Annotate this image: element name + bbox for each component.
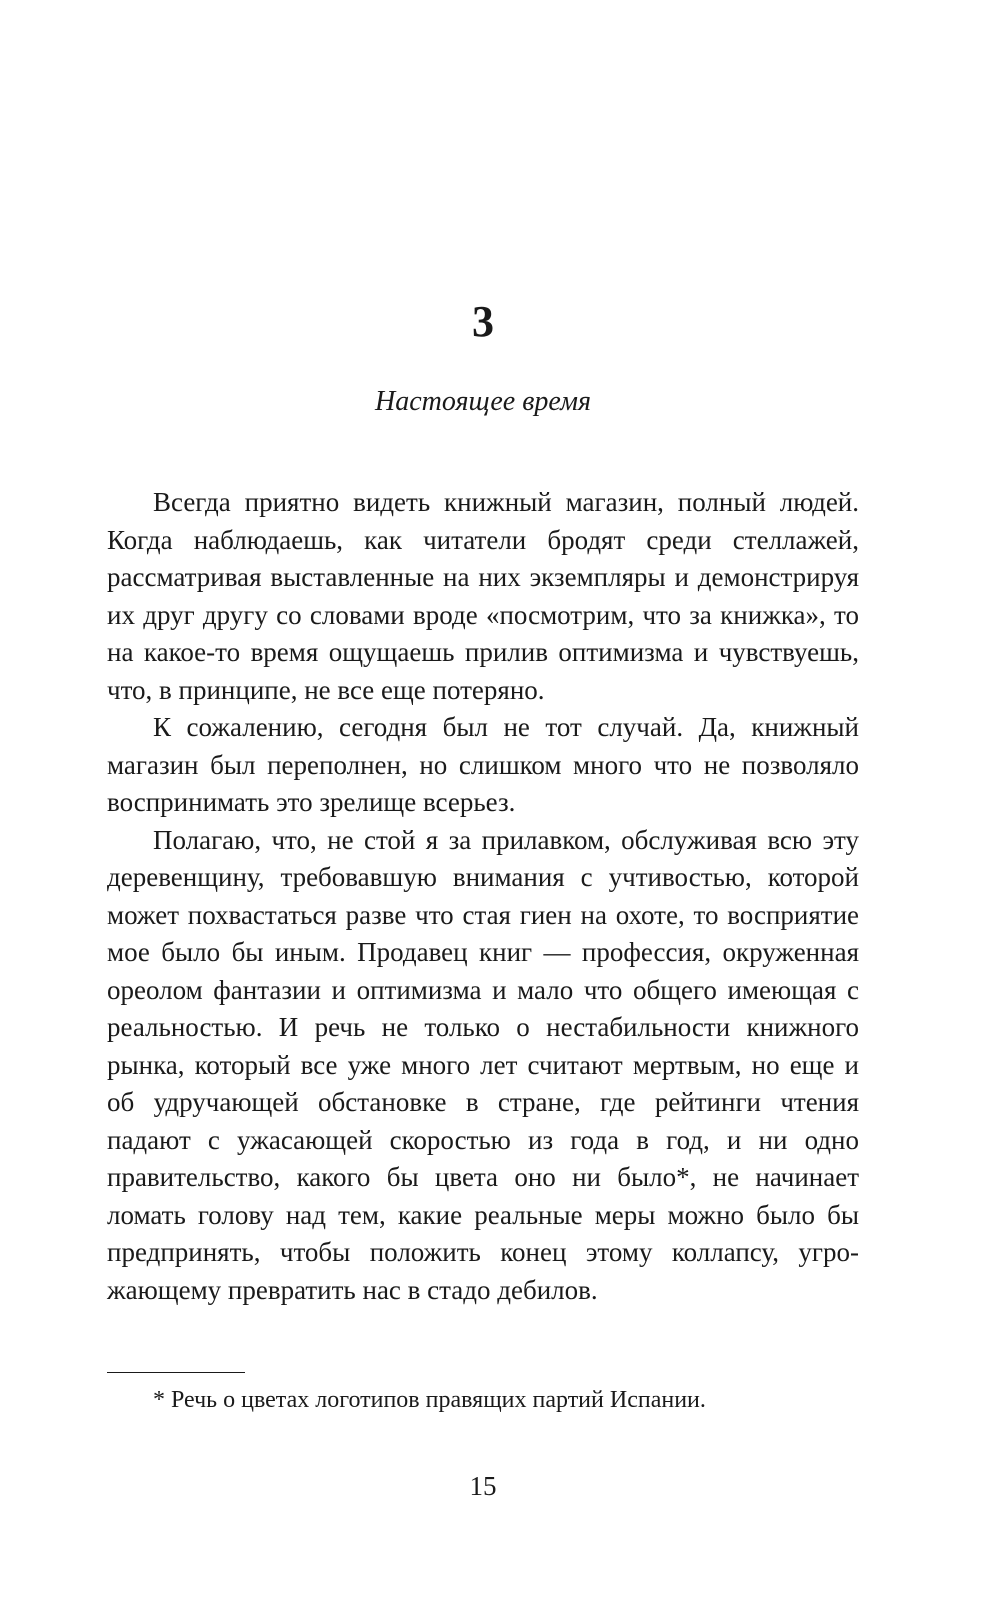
page-number: 15: [469, 1471, 497, 1501]
paragraph-1: Всегда приятно видеть книжный магазин, полный людей. Когда наблюдаешь, как читатели бродят среди стеллажей, рассматривая выставленные на них экземпляры и демонстрируя их друг другу со словами вроде «посмотрим, что за книжка», то на какое-то время ощущаешь прилив оптимизма и чувствуешь, что, в принципе, не все еще потеряно.: [107, 487, 859, 705]
paragraph-3: Полагаю, что, не стой я за прилавком, обслуживая всю эту деревенщину, требовавшую внимания с учтивостью, которой может похвастаться разве что стая гиен на охоте, то восприятие мое было бы иным. Продавец книг — профессия, окруженная ореолом фантазии и оптимизма и мало что общего имеющая с реальностью. И речь не только о нестабильности книжного рынка, который все уже много лет считают мертвым, но еще и об удручающей обстановке в стране, где рейтинги чтения падают с ужасающей скоростью из года в год, и ни одно правительство, какого бы цвета оно ни было*, не начинает ломать голову над тем, какие реальные меры можно было бы предпринять, чтобы положить конец этому коллапсу, угрожающему превратить нас в стадо дебилов.: [107, 824, 859, 1305]
chapter-subtitle: Настоящее время: [375, 386, 591, 417]
chapter-number: 3: [472, 297, 494, 346]
paragraph-2: К сожалению, сегодня был не тот случай. Да, книжный магазин был переполнен, но слишком много что не позволяло воспринимать это зрелище всерьез.: [107, 712, 859, 817]
footnote: * Речь о цветах логотипов правящих партий Испании.: [153, 1387, 706, 1413]
footnote-divider: [107, 1372, 245, 1373]
body-text: [107, 484, 859, 1309]
